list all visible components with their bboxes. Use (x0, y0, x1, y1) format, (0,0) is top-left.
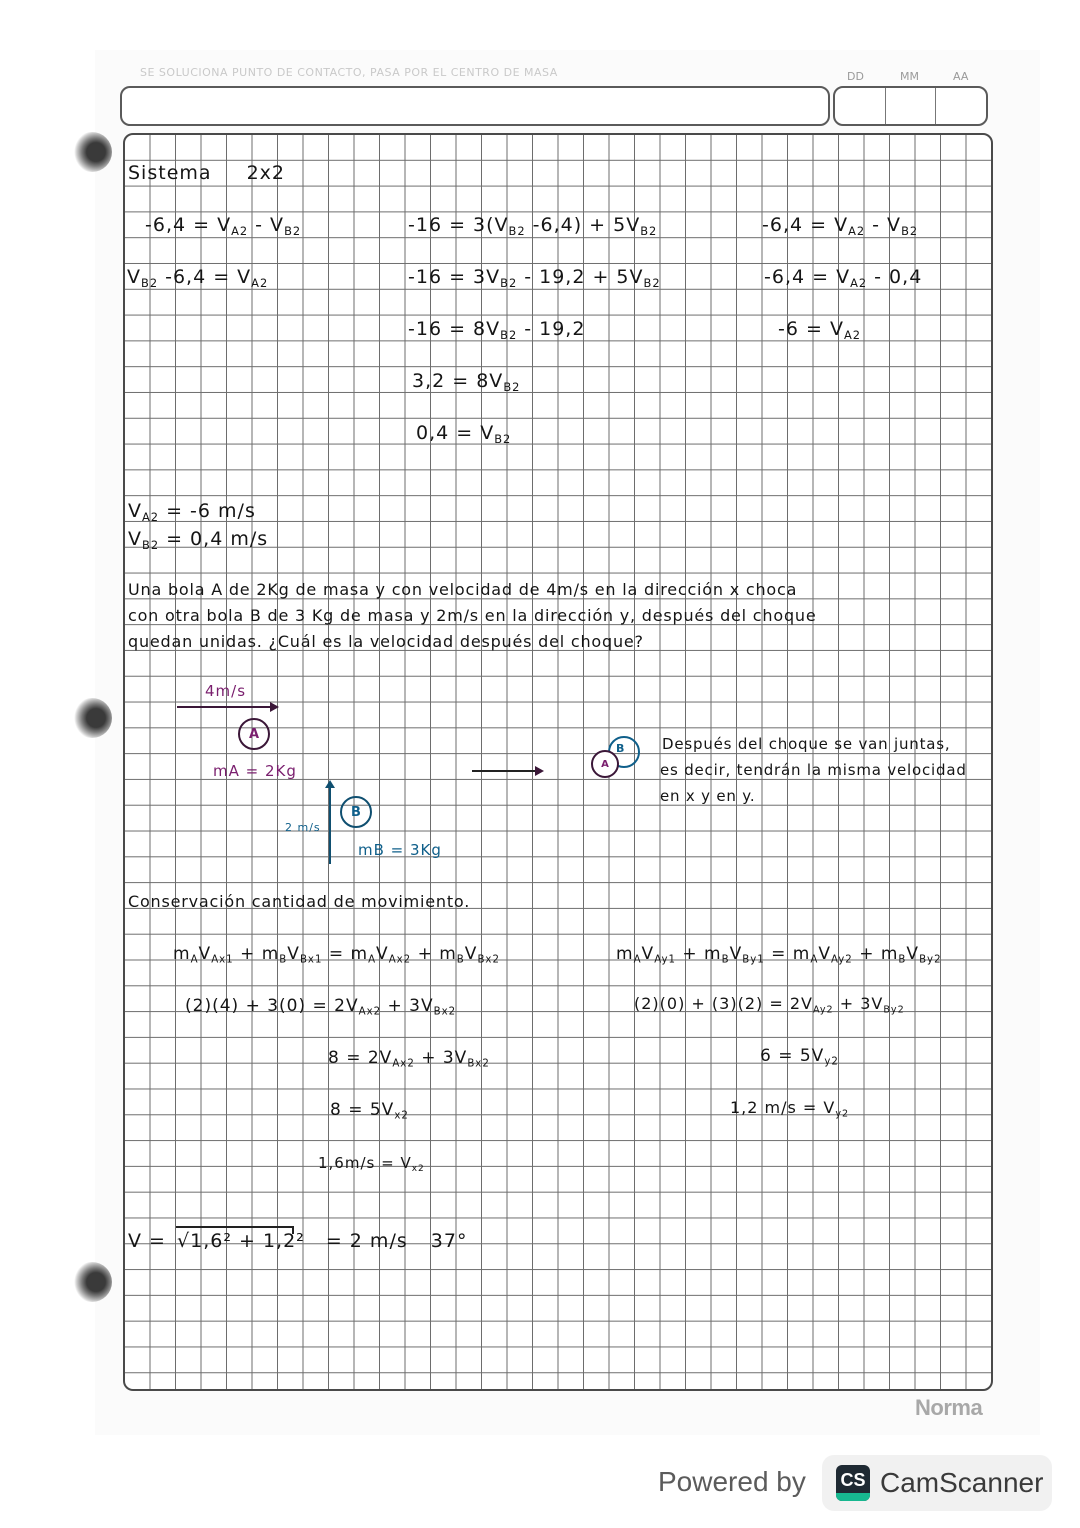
eq-col3-2: $-6,4 = V_{A2} - 0,4$ (764, 266, 923, 290)
result-vb2: $V_{B2} = 0,4$ m/s (128, 528, 269, 552)
arrow-right-icon (177, 706, 277, 708)
eq-col3-3: $-6 = V_{A2}$ (778, 318, 861, 342)
momentum-x-sum: $8 = 2V_{Ax2} + 3V_{Bx2}$ (328, 1048, 490, 1070)
eq-col1-2: $V_{B2}$ $-6,4 = V_{A2}$ (127, 266, 269, 290)
camscanner-logo-text: CS (840, 1469, 866, 1490)
result-va2: $V_{A2} = -6$ m/s (128, 500, 256, 524)
system-title (128, 164, 285, 183)
title-field-box (120, 86, 830, 126)
camscanner-name: CamScanner (880, 1467, 1044, 1498)
binder-ring-icon (72, 1262, 112, 1302)
momentum-y-eq: $m_AV_{Ay1} + m_BV_{By1} = m_AV_{Ay2} + m_BV_{By2}$ (616, 944, 942, 966)
camscanner-badge[interactable] (822, 1455, 1052, 1511)
momentum-y-sub: $(2)(0) + (3)(2) = 2V_{Ay2} + 3V_{By2}$ (634, 994, 905, 1016)
date-label-aa: AA (953, 70, 969, 83)
note-line-1: Después del choque se van juntas, (662, 735, 951, 753)
eq-col2-4: $3,2 = 8V_{B2}$ (412, 370, 521, 394)
date-label-mm: MM (900, 70, 919, 83)
momentum-x-eq: $m_AV_{Ax1} + m_BV_{Bx1} = m_AV_{Ax2} + m_BV_{Bx2}$ (173, 944, 500, 966)
norma-brand-logo: Norma (915, 1395, 983, 1420)
momentum-x-result: $1,6m/s = V_{x2}$ (318, 1154, 425, 1175)
binder-ring-icon (72, 132, 112, 172)
system-size: 2x2 (246, 162, 285, 184)
problem-line-2: con otra bola B de 3 Kg de masa y 2m/s en la dirección y, después del choque (128, 606, 817, 625)
mass-a-label: mA = 2Kg (213, 762, 297, 780)
note-line-2: es decir, tendrán la misma velocidad (660, 761, 967, 779)
final-velocity: V = √1,6² + 1,2² = 2 m/s 37° (128, 1230, 468, 1252)
transition-arrow-icon (472, 770, 542, 772)
momentum-title: Conservación cantidad de movimiento. (128, 892, 471, 911)
powered-by-text: Powered by (658, 1466, 806, 1497)
final-angle: 37° (430, 1230, 468, 1252)
ball-a: A (238, 718, 270, 750)
header-faint-text: SE SOLUCIONA PUNTO DE CONTACTO, PASA POR EL CENTRO DE MASA (140, 66, 558, 79)
mass-b-label: mB = 3Kg (358, 841, 442, 859)
velocity-b-label: 2 m/s (285, 821, 321, 834)
eq-col2-1: $-16 = 3(V_{B2}$ $-6,4) + 5V_{B2}$ (408, 214, 658, 238)
final-lhs: V = (128, 1230, 166, 1252)
note-line-3: en x y en y. (660, 787, 756, 805)
final-radicand: 1,6² + 1,2² (190, 1230, 305, 1252)
sqrt-bar (176, 1226, 294, 1234)
eq-col2-5: $0,4 = V_{B2}$ (416, 422, 512, 446)
combined-ball-a: A (591, 750, 619, 778)
date-label-dd: DD (847, 70, 864, 83)
final-result: = 2 m/s (325, 1230, 408, 1252)
momentum-y-result: 1,2 $m/s = V_{y2}$ (730, 1098, 850, 1120)
eq-col1-1: $-6,4 = V_{A2} - V_{B2}$ (145, 214, 302, 238)
camscanner-logo-icon (836, 1465, 870, 1501)
problem-line-1: Una bola A de 2Kg de masa y con velocidad de 4m/s en la dirección x choca (128, 580, 798, 599)
system-title-text: Sistema (128, 162, 212, 184)
momentum-x-sub: $(2)(4) + 3(0) = 2V_{Ax2} + 3V_{Bx2}$ (185, 996, 457, 1018)
combined-ball-b: B (608, 736, 640, 768)
momentum-x-simplified: $8 = 5V_{x2}$ (330, 1100, 409, 1122)
velocity-a-label: 4m/s (205, 682, 247, 700)
eq-col2-3: $-16 = 8V_{B2} - 19,2$ (408, 318, 586, 342)
momentum-y-sum: $6 = 5V_{y2}$ (760, 1046, 839, 1068)
binder-ring-icon (72, 698, 112, 738)
eq-col2-2: $-16 = 3V_{B2} - 19,2 + 5V_{B2}$ (408, 266, 661, 290)
problem-line-3: quedan unidas. ¿Cuál es la velocidad después del choque? (128, 632, 644, 651)
ball-b: B (340, 796, 372, 828)
arrow-up-icon (329, 786, 331, 864)
eq-col3-1: $-6,4 = V_{A2} - V_{B2}$ (762, 214, 919, 238)
date-field-box (833, 86, 988, 126)
